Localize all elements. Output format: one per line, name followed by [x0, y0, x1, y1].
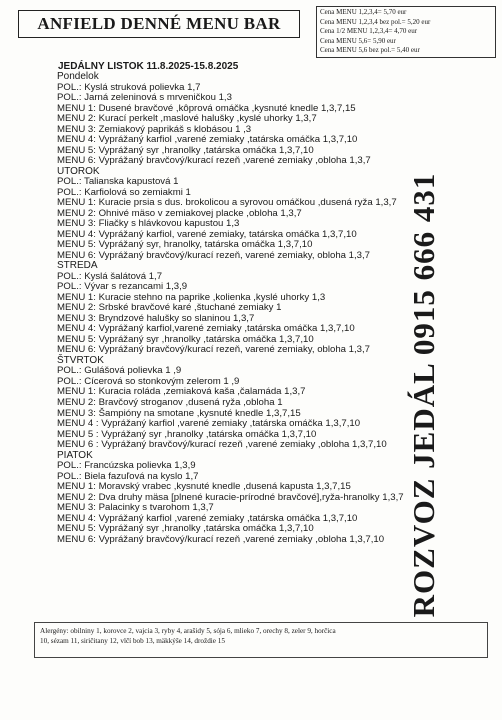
menu-item: MENU 1: Dusené bravčové ,kôprová omáčka ,kysnuté knedle 1,3,7,15: [57, 102, 356, 114]
menu-item: POL.: Cícerová so stonkovým zelerom 1 ,9: [57, 375, 240, 387]
menu-item: POL.: Francúzska polievka 1,3,9: [57, 460, 196, 472]
menu-item: POL.: Jarná zeleninová s mrveničkou 1,3: [57, 92, 232, 104]
menu-item: MENU 5: Vyprážaný syr ,hranolky ,tatárska omáčka 1,3,7,10: [57, 144, 314, 156]
menu-item: MENU 5: Vyprážaný syr ,hranolky ,tatárska omáčka 1,3,7,10: [57, 333, 314, 345]
menu-item: MENU 2: Ohnivé mäso v zemiakovej placke ,obloha 1,3,7: [57, 207, 302, 219]
menu-item: MENU 3: Zemiakový paprikáš s klobásou 1 ,3: [57, 123, 252, 135]
menu-item: MENU 3: Šampióny na smotane ,kysnuté knedle 1,3,7,15: [57, 407, 301, 419]
menu-item: MENU 3: Bryndzové halušky so slaninou 1,3,7: [57, 312, 255, 324]
day-heading: PIATOK: [57, 449, 93, 461]
price-line: Cena MENU 5,6= 5,90 eur: [320, 36, 396, 45]
menu-item: POL.: Kyslá šalátová 1,7: [57, 270, 163, 282]
menu-item: MENU 6: Vyprážaný bravčový/kurací rezeň, varené zemiaky, obloha 1,3,7: [57, 344, 371, 356]
menu-item: POL.: Vývar s rezancami 1,3,9: [57, 281, 188, 293]
menu-item: MENU 2: Srbské bravčové karé ,štuchané zemiaky 1: [57, 302, 282, 314]
allergen-line: Alergény: obilniny 1, korovce 2, vajcia 3, ryby 4, arašidy 5, sója 6, mlieko 7, orechy 8, zeler 9, horčica: [40, 627, 336, 635]
menu-item: MENU 5 : Vyprážaný syr ,hranolky ,tatárska omáčka 1,3,7,10: [57, 428, 317, 440]
menu-item: MENU 6 : Vyprážaný bravčový/kurací rezeň ,varené zemiaky ,obloha 1,3,7,10: [57, 439, 387, 451]
day-heading: Pondelok: [57, 71, 99, 82]
menu-item: MENU 3: Palacinky s tvarohom 1,3,7: [57, 502, 214, 514]
menu-item: MENU 2: Bravčový stroganov ,dusená ryža ,obloha 1: [57, 396, 283, 408]
menu-item: MENU 3: Fliačky s hlávkovou kapustou 1,3: [57, 218, 240, 230]
price-line: Cena MENU 1,2,3,4= 5,70 eur: [320, 8, 407, 16]
price-list-box: [316, 6, 496, 58]
menu-item: MENU 2: Kurací perkelt ,maslové halušky ,kyslé uhorky 1,3,7: [57, 113, 317, 125]
menu-week-title: JEDÁLNY LISTOK 11.8.2025-15.8.2025: [58, 61, 239, 72]
price-line: Cena MENU 5,6 bez pol.= 5,40 eur: [320, 46, 420, 55]
menu-item: POL.: Gulášová polievka 1 ,9: [57, 365, 182, 377]
menu-item: MENU 6: Vyprážaný bravčový/kurací rezeň ,varené zemiaky ,obloha 1,3,7: [57, 155, 371, 167]
allergen-legend-box: [34, 622, 488, 658]
menu-item: POL.: Talianska kapustová 1: [57, 176, 179, 188]
menu-item: MENU 1: Kuracia roláda ,zemiaková kaša ,čalamáda 1,3,7: [57, 386, 306, 398]
delivery-phone-text: ROZVOZ JEDÁL 0915 666 431: [406, 172, 441, 618]
day-heading: STREDA: [57, 260, 98, 272]
price-line: Cena MENU 1,2,3,4 bez pol.= 5,20 eur: [320, 17, 431, 26]
allergen-line: 10, sézam 11, siričitany 12, vlčí bob 13, mäkkýše 14, droždie 15: [40, 637, 225, 645]
menu-item: POL.: Kyslá struková polievka 1,7: [57, 81, 201, 93]
restaurant-title-box: [18, 10, 300, 38]
day-heading: ŠTVRTOK: [57, 354, 104, 366]
menu-item: POL.: Karfiolová so zemiakmi 1: [57, 186, 191, 198]
price-line: Cena 1/2 MENU 1,2,3,4= 4,70 eur: [320, 27, 418, 36]
day-heading: UTOROK: [57, 165, 100, 177]
menu-item: POL.: Biela fazuľová na kyslo 1,7: [57, 470, 199, 482]
menu-item: MENU 4: Vyprážaný karfiol,varené zemiaky ,tatárska omáčka 1,3,7,10: [57, 323, 355, 335]
menu-item: MENU 5: Vyprážaný syr ,hranolky ,tatárska omáčka 1,3,7,10: [57, 523, 314, 535]
menu-item: MENU 5: Vyprážaný syr, hranolky, tatárska omáčka 1,3,7,10: [57, 239, 313, 251]
menu-item: MENU 4 : Vyprážaný karfiol ,varené zemiaky ,tatárska omáčka 1,3,7,10: [57, 418, 361, 430]
menu-item: MENU 1: Moravský vrabec ,kysnuté knedle ,dusená kapusta 1,3,7,15: [57, 481, 351, 493]
menu-item: MENU 4: Vyprážaný karfiol ,varené zemiaky ,tatárska omáčka 1,3,7,10: [57, 512, 358, 524]
weekly-menu: [57, 72, 427, 545]
menu-item: MENU 1: Kuracie prsia s dus. brokolicou a syrovou omáčkou ,dusená ryža 1,3,7: [57, 197, 397, 209]
menu-item: MENU 2: Dva druhy mäsa [plnené kuracie-prírodné bravčové],ryža-hranolky 1,3,7: [57, 491, 404, 503]
restaurant-title: ANFIELD DENNÉ MENU BAR: [37, 14, 281, 33]
menu-item: MENU 4: Vyprážaný karfiol, varené zemiaky, tatárska omáčka 1,3,7,10: [57, 228, 357, 240]
menu-item: MENU 1: Kuracie stehno na paprike ,kolienka ,kyslé uhorky 1,3: [57, 291, 326, 303]
menu-item: MENU 6: Vyprážaný bravčový/kurací rezeň, varené zemiaky, obloha 1,3,7: [57, 249, 371, 261]
menu-item: MENU 6: Vyprážaný bravčový/kurací rezeň ,varené zemiaky ,obloha 1,3,7,10: [57, 533, 385, 545]
menu-item: MENU 4: Vyprážaný karfiol ,varené zemiaky ,tatárska omáčka 1,3,7,10: [57, 134, 358, 146]
delivery-phone-banner: [406, 172, 442, 618]
